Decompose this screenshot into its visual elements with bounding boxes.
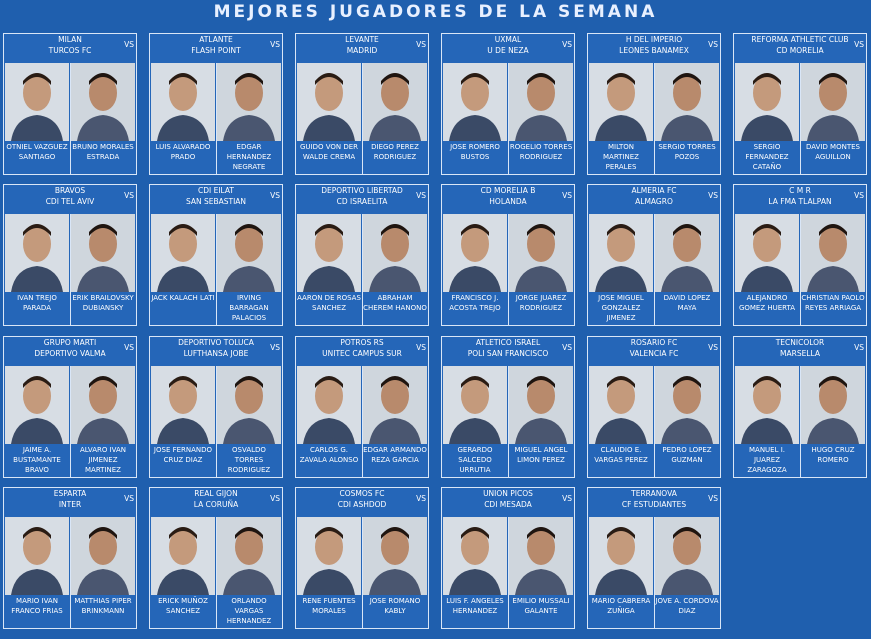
- match-header: [734, 185, 866, 213]
- player-photo[interactable]: [363, 366, 427, 444]
- team-home: TECNICOLOR: [775, 338, 825, 347]
- player-name: JORGE JUAREZ RODRIGUEZ: [515, 294, 567, 312]
- player-photo[interactable]: [443, 63, 507, 141]
- player-photo-placeholder-icon: [801, 214, 865, 292]
- player-name: JACK KALACH LATI: [151, 294, 215, 302]
- player-name: MIGUEL ANGEL LIMON PEREZ: [514, 446, 568, 464]
- team-home: MILAN: [58, 35, 82, 44]
- player-photo-placeholder-icon: [589, 63, 653, 141]
- player-name: ALVARO IVAN JIMENEZ MARTINEZ: [79, 446, 127, 474]
- player-name: JOSE ROMANO KABLY: [369, 597, 421, 615]
- team-away: LUFTHANSA JOBE: [183, 349, 249, 358]
- player-name: JAIME A. BUSTAMANTE BRAVO: [13, 446, 61, 474]
- player-photo[interactable]: [509, 517, 573, 595]
- vs-label: VS: [416, 494, 426, 503]
- match-header: [296, 337, 428, 365]
- match-card[interactable]: [149, 33, 283, 175]
- player-name: EDGAR HERNANDEZ NEGRATE: [226, 143, 272, 171]
- team-home: ATLETICO ISRAEL: [475, 338, 541, 347]
- vs-label: VS: [708, 40, 718, 49]
- match-card[interactable]: [295, 487, 429, 629]
- player-photo[interactable]: [71, 517, 135, 595]
- player-photo-placeholder-icon: [71, 214, 135, 292]
- player-photo[interactable]: [589, 517, 653, 595]
- player-photo[interactable]: [217, 366, 281, 444]
- match-card[interactable]: [441, 336, 575, 478]
- match-header: [150, 185, 282, 213]
- player-photo[interactable]: [655, 517, 719, 595]
- player-photo-placeholder-icon: [151, 63, 215, 141]
- match-card[interactable]: [733, 184, 867, 326]
- player-photo-placeholder-icon: [655, 366, 719, 444]
- player-photo-placeholder-icon: [363, 63, 427, 141]
- player-name: DIEGO PEREZ RODRIGUEZ: [371, 143, 419, 161]
- player-name: JOVE A. CORDOVA DIAZ: [655, 597, 719, 615]
- match-header: [4, 488, 136, 516]
- player-name: MATTHIAS PIPER BRINKMANN: [74, 597, 132, 615]
- team-home: DEPORTIVO TOLUCA: [178, 338, 254, 347]
- vs-label: VS: [124, 40, 134, 49]
- player-photo-placeholder-icon: [509, 214, 573, 292]
- vs-label: VS: [854, 191, 864, 200]
- player-photo-placeholder-icon: [589, 517, 653, 595]
- match-card[interactable]: [587, 184, 721, 326]
- player-name: JOSE ROMERO BUSTOS: [450, 143, 500, 161]
- player-photo-placeholder-icon: [509, 366, 573, 444]
- team-away: CD ISRAELITA: [336, 197, 388, 206]
- vs-label: VS: [124, 343, 134, 352]
- player-photo[interactable]: [71, 366, 135, 444]
- player-name: PEDRO LOPEZ GUZMAN: [662, 446, 712, 464]
- player-name: JOSE MIGUEL GONZALEZ JIMENEZ: [598, 294, 644, 322]
- team-home: COSMOS FC: [339, 489, 385, 498]
- player-photo-placeholder-icon: [151, 366, 215, 444]
- player-name: LUIS ALVARADO PRADO: [155, 143, 211, 161]
- vs-label: VS: [416, 343, 426, 352]
- player-name: HUGO CRUZ ROMERO: [811, 446, 855, 464]
- player-name: OTNIEL VAZGUEZ SANTIAGO: [6, 143, 68, 161]
- vs-label: VS: [562, 343, 572, 352]
- team-home: TERRANOVA: [631, 489, 677, 498]
- player-photo[interactable]: [509, 214, 573, 292]
- vs-label: VS: [562, 494, 572, 503]
- player-photo-placeholder-icon: [297, 214, 361, 292]
- vs-label: VS: [708, 494, 718, 503]
- team-home: REAL GIJON: [194, 489, 238, 498]
- team-home: BRAVOS: [54, 186, 86, 195]
- player-photo-placeholder-icon: [217, 63, 281, 141]
- match-header: [296, 185, 428, 213]
- match-card[interactable]: [295, 33, 429, 175]
- player-name: FRANCISCO J. ACOSTA TREJO: [449, 294, 501, 312]
- player-photo-placeholder-icon: [735, 63, 799, 141]
- team-away: FLASH POINT: [191, 46, 241, 55]
- player-photo[interactable]: [151, 366, 215, 444]
- team-home: ROSARIO FC: [630, 338, 678, 347]
- player-photo-placeholder-icon: [509, 63, 573, 141]
- player-name: EDGAR ARMANDO REZA GARCIA: [363, 446, 427, 464]
- vs-label: VS: [708, 343, 718, 352]
- player-name: DAVID MONTES AGUILLON: [805, 143, 860, 161]
- player-photo[interactable]: [217, 63, 281, 141]
- player-photo-placeholder-icon: [217, 214, 281, 292]
- player-name: ALEJANDRO GOMEZ HUERTA: [738, 294, 796, 312]
- player-photo[interactable]: [151, 63, 215, 141]
- player-photo[interactable]: [5, 63, 69, 141]
- team-away: MADRID: [346, 46, 378, 55]
- player-photo-placeholder-icon: [509, 517, 573, 595]
- team-home: REFORMA ATHLETIC CLUB: [751, 35, 849, 44]
- player-photo[interactable]: [5, 366, 69, 444]
- player-photo-placeholder-icon: [589, 366, 653, 444]
- team-home: UXMAL: [494, 35, 522, 44]
- player-photo-placeholder-icon: [5, 63, 69, 141]
- player-photo-placeholder-icon: [801, 366, 865, 444]
- player-photo[interactable]: [5, 517, 69, 595]
- match-card[interactable]: [733, 336, 867, 478]
- player-photo-placeholder-icon: [217, 517, 281, 595]
- player-photo-placeholder-icon: [217, 366, 281, 444]
- team-home: GRUPO MARTI: [43, 338, 97, 347]
- player-photo-placeholder-icon: [71, 366, 135, 444]
- player-photo-placeholder-icon: [443, 366, 507, 444]
- player-name: IRVING BARRAGAN PALACIOS: [229, 294, 269, 322]
- match-card[interactable]: [733, 33, 867, 175]
- player-photo[interactable]: [443, 517, 507, 595]
- player-name: MILTON MARTINEZ PERALES: [603, 143, 639, 171]
- player-photo[interactable]: [509, 366, 573, 444]
- player-name: IVAN TREJO PARADA: [17, 294, 57, 312]
- team-home: UNION PICOS: [483, 489, 533, 498]
- team-away: U DE NEZA: [487, 46, 529, 55]
- match-card[interactable]: [3, 33, 137, 175]
- match-card[interactable]: [441, 33, 575, 175]
- player-photo[interactable]: [655, 214, 719, 292]
- player-name: GUIDO VON DER WALDE CREMA: [299, 143, 359, 161]
- player-photo[interactable]: [151, 214, 215, 292]
- team-home: ESPARTA: [53, 489, 87, 498]
- match-header: [4, 337, 136, 365]
- team-home: LEVANTE: [345, 35, 379, 44]
- team-away: DEPORTIVO VALMA: [34, 349, 106, 358]
- team-away: TURCOS FC: [48, 46, 92, 55]
- match-card[interactable]: [441, 487, 575, 629]
- player-photo[interactable]: [801, 214, 865, 292]
- player-photo[interactable]: [509, 63, 573, 141]
- player-name: ROGELIO TORRES RODRIGUEZ: [509, 143, 573, 161]
- player-photo[interactable]: [443, 214, 507, 292]
- page-title: MEJORES JUGADORES DE LA SEMANA: [213, 2, 658, 22]
- player-photo[interactable]: [217, 214, 281, 292]
- team-away: INTER: [58, 500, 82, 509]
- vs-label: VS: [708, 191, 718, 200]
- player-photo[interactable]: [5, 214, 69, 292]
- player-photo[interactable]: [71, 214, 135, 292]
- player-name: SERGIO TORRES POZOS: [658, 143, 716, 161]
- player-photo-placeholder-icon: [5, 517, 69, 595]
- player-name: LUIS F. ANGELES HERNANDEZ: [446, 597, 504, 615]
- player-name: EMILIO MUSSALI GALANTE: [512, 597, 570, 615]
- team-away: CF ESTUDIANTES: [621, 500, 687, 509]
- match-header: [442, 34, 574, 62]
- match-card[interactable]: [295, 336, 429, 478]
- team-home: ATLANTE: [199, 35, 233, 44]
- player-photo-placeholder-icon: [5, 366, 69, 444]
- player-photo-placeholder-icon: [297, 366, 361, 444]
- vs-label: VS: [270, 494, 280, 503]
- match-header: [150, 488, 282, 516]
- vs-label: VS: [854, 40, 864, 49]
- team-away: MARSELLA: [780, 349, 820, 358]
- match-card[interactable]: [295, 184, 429, 326]
- player-photo-placeholder-icon: [71, 63, 135, 141]
- match-card[interactable]: [3, 487, 137, 629]
- player-name: ERICK MUÑOZ SANCHEZ: [158, 597, 208, 615]
- player-name: MANUEL I. JUAREZ ZARAGOZA: [747, 446, 787, 474]
- player-photo[interactable]: [735, 366, 799, 444]
- player-photo[interactable]: [297, 214, 361, 292]
- player-photo-placeholder-icon: [151, 214, 215, 292]
- match-card[interactable]: [587, 33, 721, 175]
- match-card[interactable]: [441, 184, 575, 326]
- vs-label: VS: [416, 191, 426, 200]
- team-home: POTROS RS: [340, 338, 384, 347]
- match-card[interactable]: [3, 336, 137, 478]
- team-home: CDI EILAT: [197, 186, 235, 195]
- team-away: HOLANDA: [489, 197, 527, 206]
- player-name: MARIO IVAN FRANCO FRIAS: [11, 597, 63, 615]
- vs-label: VS: [270, 40, 280, 49]
- player-photo-placeholder-icon: [589, 214, 653, 292]
- match-header: [734, 337, 866, 365]
- player-photo[interactable]: [589, 366, 653, 444]
- player-name: ABRAHAM CHEREM HANONO: [363, 294, 427, 312]
- player-name: JOSE FERNANDO CRUZ DIAZ: [153, 446, 213, 464]
- vs-label: VS: [270, 191, 280, 200]
- player-name: AARON DE ROSAS SANCHEZ: [297, 294, 361, 312]
- match-header: [150, 34, 282, 62]
- player-photo[interactable]: [735, 63, 799, 141]
- vs-label: VS: [854, 343, 864, 352]
- player-photo[interactable]: [71, 63, 135, 141]
- match-card[interactable]: [3, 184, 137, 326]
- player-photo[interactable]: [443, 366, 507, 444]
- player-photo[interactable]: [297, 63, 361, 141]
- player-photo-placeholder-icon: [443, 63, 507, 141]
- player-photo[interactable]: [151, 517, 215, 595]
- player-photo-placeholder-icon: [655, 214, 719, 292]
- vs-label: VS: [562, 191, 572, 200]
- match-card[interactable]: [149, 184, 283, 326]
- match-card[interactable]: [587, 336, 721, 478]
- team-away: POLI SAN FRANCISCO: [467, 349, 549, 358]
- player-name: CLAUDIO E. VARGAS PEREZ: [594, 446, 648, 464]
- team-away: UNITEC CAMPUS SUR: [322, 349, 402, 358]
- match-header: [734, 34, 866, 62]
- player-photo-placeholder-icon: [655, 63, 719, 141]
- team-away: CDI MESADA: [484, 500, 532, 509]
- team-away: CDI ASHDOD: [337, 500, 387, 509]
- team-away: VALENCIA FC: [629, 349, 679, 358]
- player-photo-placeholder-icon: [297, 517, 361, 595]
- player-photo-placeholder-icon: [735, 214, 799, 292]
- team-away: LEONES BANAMEX: [619, 46, 689, 55]
- team-away: CDI TEL AVIV: [45, 197, 95, 206]
- match-card[interactable]: [587, 487, 721, 629]
- player-name: DAVID LOPEZ MAYA: [663, 294, 711, 312]
- player-photo[interactable]: [655, 63, 719, 141]
- player-photo-placeholder-icon: [71, 517, 135, 595]
- player-photo-placeholder-icon: [443, 517, 507, 595]
- player-name: SERGIO FERNANDEZ CATAÑO: [745, 143, 789, 171]
- player-name: ERIK BRAILOVSKY DUBIANSKY: [72, 294, 134, 312]
- player-photo-placeholder-icon: [363, 214, 427, 292]
- vs-label: VS: [124, 494, 134, 503]
- match-card[interactable]: [149, 336, 283, 478]
- match-header: [296, 34, 428, 62]
- match-header: [588, 488, 720, 516]
- match-header: [150, 337, 282, 365]
- team-away: ALMAGRO: [635, 197, 673, 206]
- player-photo[interactable]: [801, 366, 865, 444]
- match-header: [588, 34, 720, 62]
- player-name: CHRISTIAN PAOLO REYES ARRIAGA: [801, 294, 865, 312]
- player-photo-placeholder-icon: [297, 63, 361, 141]
- team-away: LA FMA TLALPAN: [768, 197, 832, 206]
- player-photo[interactable]: [655, 366, 719, 444]
- match-header: [442, 337, 574, 365]
- match-header: [588, 185, 720, 213]
- team-home: DEPORTIVO LIBERTAD: [321, 186, 403, 195]
- player-photo[interactable]: [297, 366, 361, 444]
- player-photo[interactable]: [297, 517, 361, 595]
- team-home: H DEL IMPERIO: [625, 35, 683, 44]
- player-photo[interactable]: [735, 214, 799, 292]
- match-header: [296, 488, 428, 516]
- match-header: [442, 185, 574, 213]
- player-photo-placeholder-icon: [735, 366, 799, 444]
- player-name: CARLOS G. ZAVALA ALONSO: [299, 446, 359, 464]
- match-header: [4, 34, 136, 62]
- player-photo[interactable]: [217, 517, 281, 595]
- vs-label: VS: [270, 343, 280, 352]
- vs-label: VS: [562, 40, 572, 49]
- match-header: [4, 185, 136, 213]
- player-photo-placeholder-icon: [5, 214, 69, 292]
- vs-label: VS: [124, 191, 134, 200]
- player-photo-placeholder-icon: [363, 366, 427, 444]
- vs-label: VS: [416, 40, 426, 49]
- player-name: BRUNO MORALES ESTRADA: [72, 143, 134, 161]
- player-photo-placeholder-icon: [655, 517, 719, 595]
- player-photo[interactable]: [589, 63, 653, 141]
- player-name: OSVALDO TORRES RODRIGUEZ: [227, 446, 271, 474]
- player-photo[interactable]: [363, 63, 427, 141]
- player-photo-placeholder-icon: [151, 517, 215, 595]
- team-home: CD MORELIA B: [480, 186, 536, 195]
- player-photo[interactable]: [363, 517, 427, 595]
- team-away: LA CORUÑA: [193, 500, 239, 509]
- player-name: MARIO CABRERA ZUÑIGA: [591, 597, 651, 615]
- match-header: [588, 337, 720, 365]
- team-home: C M R: [789, 186, 811, 195]
- team-home: ALMERIA FC: [631, 186, 677, 195]
- team-away: CD MORELIA: [776, 46, 824, 55]
- match-card[interactable]: [149, 487, 283, 629]
- player-photo[interactable]: [363, 214, 427, 292]
- player-name: RENE FUENTES MORALES: [302, 597, 356, 615]
- match-header: [442, 488, 574, 516]
- player-name: ORLANDO VARGAS HERNANDEZ: [226, 597, 272, 625]
- player-photo-placeholder-icon: [443, 214, 507, 292]
- player-photo[interactable]: [589, 214, 653, 292]
- player-name: GERARDO SALCEDO URRUTIA: [457, 446, 493, 474]
- player-photo-placeholder-icon: [801, 63, 865, 141]
- player-photo-placeholder-icon: [363, 517, 427, 595]
- team-away: SAN SEBASTIAN: [185, 197, 247, 206]
- player-photo[interactable]: [801, 63, 865, 141]
